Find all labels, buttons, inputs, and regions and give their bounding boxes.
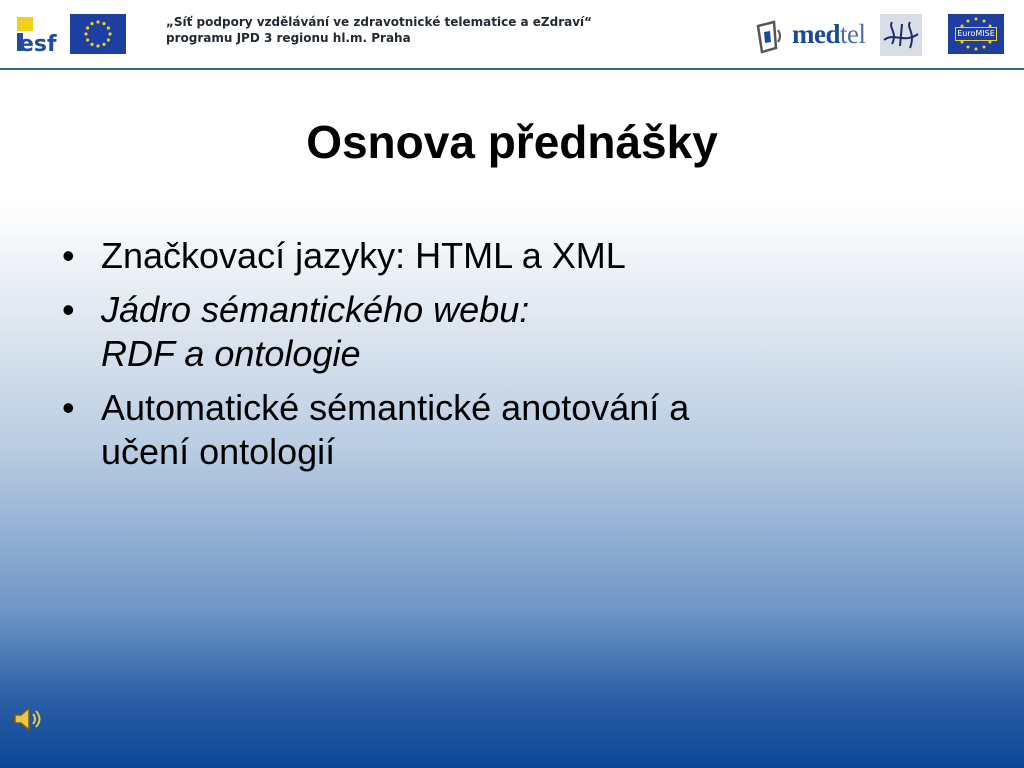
esf-logo bbox=[15, 13, 63, 55]
bullet-dot: • bbox=[62, 289, 75, 330]
svg-text:esf: esf bbox=[19, 32, 57, 55]
bullet-dot: • bbox=[62, 235, 75, 276]
bullet-text-continued: RDF a ontologie bbox=[101, 333, 361, 374]
eu-stars-icon bbox=[70, 14, 126, 54]
slide-header bbox=[0, 0, 1024, 70]
bullet-text: Automatické sémantické anotování a bbox=[101, 387, 690, 428]
bullet-text: Jádro sémantického webu: bbox=[101, 289, 530, 330]
speaker-icon[interactable] bbox=[12, 703, 46, 735]
bullet-dot: • bbox=[62, 387, 75, 428]
bullet-list bbox=[56, 234, 956, 484]
eu-flag-icon bbox=[70, 14, 126, 54]
bullet-text-continued: učení ontologií bbox=[101, 431, 336, 472]
bullet-item bbox=[56, 234, 956, 278]
bullet-item bbox=[56, 386, 956, 474]
header-line-2: programu JPD 3 regionu hl.m. Praha bbox=[166, 31, 411, 45]
sit-logo bbox=[880, 14, 922, 56]
medtel-logo bbox=[752, 18, 866, 56]
header-line-1: „Síť podpory vzdělávání ve zdravotnické telematice a eZdraví“ bbox=[166, 15, 593, 29]
medtel-prefix: med bbox=[792, 19, 840, 49]
bullet-text: Značkovací jazyky: HTML a XML bbox=[101, 235, 626, 276]
header-project-text bbox=[166, 14, 592, 46]
euromise-label: EuroMISE bbox=[955, 27, 997, 41]
medtel-suffix: tel bbox=[840, 19, 866, 49]
euromise-logo bbox=[948, 14, 1004, 54]
bullet-item bbox=[56, 288, 956, 376]
slide-title: Osnova přednášky bbox=[306, 116, 718, 168]
medtel-emblem-icon bbox=[752, 18, 788, 54]
medtel-wordmark bbox=[792, 18, 866, 50]
